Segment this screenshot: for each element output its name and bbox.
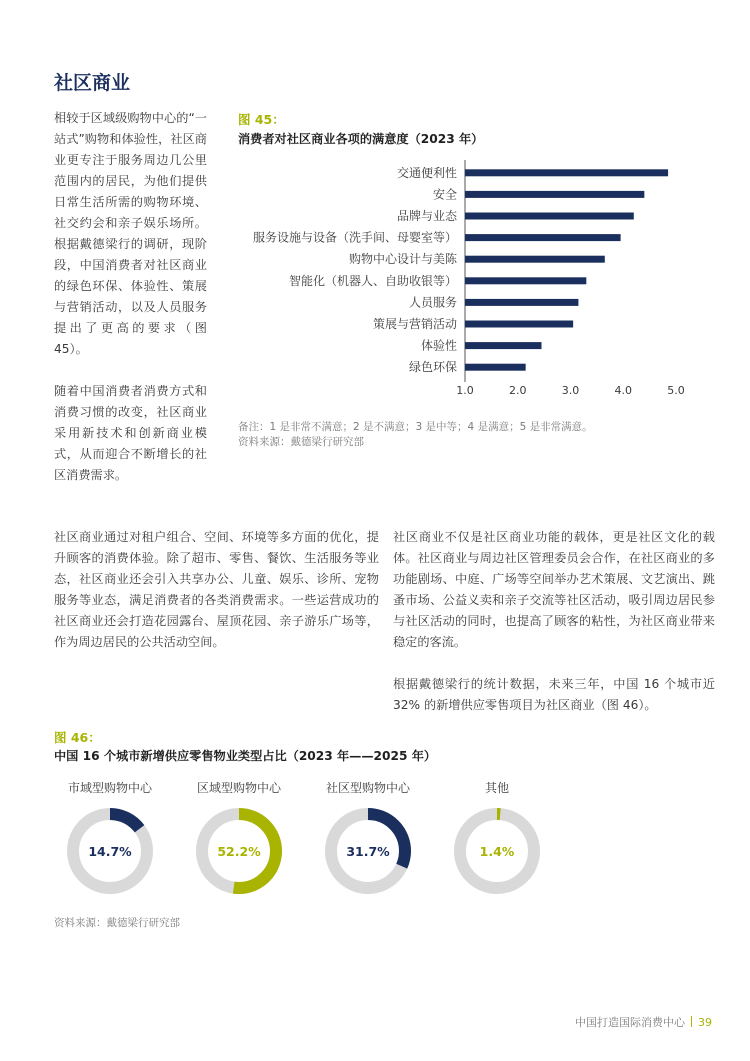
page-footer: [575, 1014, 712, 1030]
donut-value-label: 14.7%: [88, 844, 132, 859]
category-label: 安全: [432, 187, 457, 202]
figure45-note: 备注：1 是非常不满意；2 是不满意；3 是中等；4 是满意；5 是非常满意。: [238, 421, 593, 433]
category-label: 购物中心设计与美陈: [348, 252, 457, 267]
category-label: 人员服务: [408, 295, 457, 310]
page-number: 39: [698, 1016, 712, 1029]
bar: [465, 299, 578, 306]
x-tick-label: 4.0: [614, 384, 632, 397]
bar: [465, 169, 668, 176]
category-label: 交通便利性: [396, 165, 457, 180]
section-title: 社区商业: [54, 72, 131, 94]
bar: [465, 191, 644, 198]
x-tick-label: 5.0: [667, 384, 685, 397]
bar: [465, 234, 621, 241]
category-label: 策展与营销活动: [372, 317, 457, 331]
x-tick-label: 3.0: [561, 384, 580, 397]
x-tick-label: 2.0: [509, 384, 527, 397]
middle-right-paragraph-2: 根据戴德梁行的统计数据，未来三年，中国 16 个城市近 32% 的新增供应零售项目为社区商业（图 46）。: [393, 677, 715, 712]
donut-category-label: 市域型购物中心: [67, 781, 153, 795]
bar: [465, 364, 526, 371]
donut-value-label: 1.4%: [479, 844, 515, 859]
bar: [465, 213, 634, 220]
middle-right-paragraph-1: 社区商业不仅是社区商业功能的载体，更是社区文化的载体。社区商业与周边社区管理委员会合作，在社区商业的多功能剧场、中庭、广场等空间举办艺术策展、文艺演出、跳蚤市场、公益义卖和亲子交流等社区活动，吸引周边居民参与社区活动的同时，也提高了顾客的粘性，为社区商业带来稳定的客流。: [393, 530, 715, 649]
footer-divider: [691, 1016, 692, 1027]
satisfaction-bar-chart: [230, 160, 700, 406]
figure45-title: 消费者对社区商业各项的满意度（2023 年）: [238, 132, 484, 146]
figure46-label: 图 46：: [54, 730, 101, 745]
figure45-source: 资料来源：戴德梁行研究部: [238, 436, 364, 448]
middle-right-text: [393, 527, 715, 716]
bar: [465, 277, 586, 284]
donut-value-label: 52.2%: [217, 844, 261, 859]
middle-left-paragraph: 社区商业通过对租户组合、空间、环境等多方面的优化，提升顾客的消费体验。除了超市、零售、餐饮、生活服务等业态，社区商业还会引入共享办公、儿童、娱乐、诊所、宠物服务等业态，满足消费者的各类消费需求。一些运营成功的社区商业还会打造花园露台、屋顶花园、亲子游乐广场等，作为周边居民的公共活动空间。: [54, 530, 379, 649]
category-label: 品牌与业态: [396, 209, 457, 223]
category-label: 智能化（机器人、自助收银等）: [288, 273, 457, 288]
donut-category-label: 其他: [484, 781, 510, 795]
donut-category-label: 区域型购物中心: [196, 781, 282, 795]
intro-paragraph-2: 随着中国消费者消费方式和消费习惯的改变，社区商业采用新技术和创新商业模式，从而迎合不断增长的社区消费需求。: [54, 384, 207, 482]
donut-category-label: 社区型购物中心: [325, 781, 411, 795]
donut-value-label: 31.7%: [346, 844, 390, 859]
x-tick-label: 1.0: [456, 384, 474, 397]
category-label: 体验性: [420, 338, 457, 353]
intro-text: [54, 108, 207, 486]
bar: [465, 321, 573, 328]
bar: [465, 342, 541, 349]
intro-paragraph-1: 相较于区域级购物中心的“一站式”购物和体验性，社区商业更专注于服务周边几公里范围内的居民，为他们提供日常生活所需的购物环境、社交约会和亲子娱乐场所。根据戴德梁行的调研，现阶段，中国消费者对社区商业的绿色环保、体验性、策展与营销活动，以及人员服务提出了更高的要求（图 45）。: [54, 111, 207, 356]
retail-type-donut-charts: [40, 770, 580, 910]
figure46-title: 中国 16 个城市新增供应零售物业类型占比（2023 年——2025 年）: [54, 749, 437, 763]
footer-title: 中国打造国际消费中心: [575, 1016, 685, 1029]
figure45-label: 图 45：: [238, 112, 285, 127]
category-label: 服务设施与设备（洗手间、母婴室等）: [252, 230, 457, 245]
bar: [465, 256, 605, 263]
figure46-source: 资料来源：戴德梁行研究部: [54, 917, 180, 929]
category-label: 绿色环保: [408, 360, 457, 375]
